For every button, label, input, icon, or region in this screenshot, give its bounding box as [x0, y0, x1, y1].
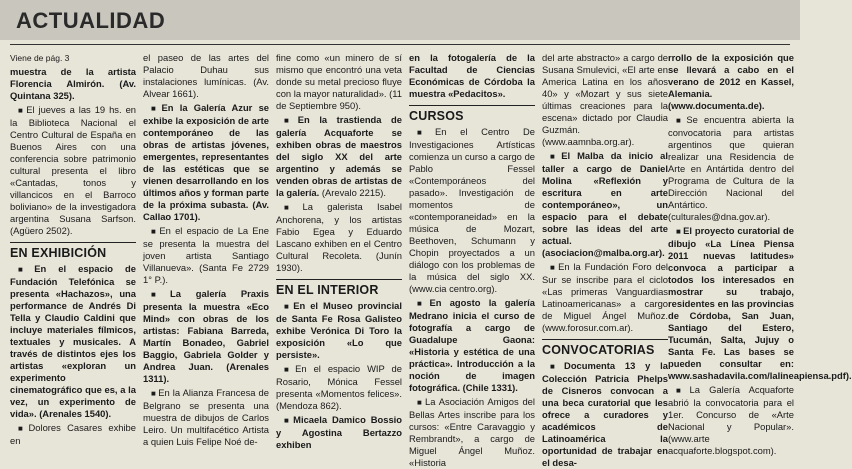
bullet-icon: ■ [550, 263, 557, 272]
bullet-icon: ■ [18, 424, 27, 433]
bullet-icon: ■ [417, 398, 424, 407]
c3-p4: ■ En el Museo provincial de Santa Fe Rosa Galisteo exhibe Verónica Di Toro la exposición «Lo que persiste». [276, 300, 402, 360]
c4-p1: en la fotogalería de la Facultad de Ciencias Económicas de Córdoba la muestra «Pedacitos». [409, 52, 535, 99]
c5-p4: ■ Documenta 13 y la Colección Patricia Phelps de Cisneros convocan a una beca curatorial que les ofrece a curadores y académicos de Latinoamérica la oportunidad de trabajar en el desa- [542, 360, 668, 468]
c5-p3: ■ En la Fundación Foro del Sur se inscribe para el ciclo «Las primeras Vanguardias Latinoamericanas» a cargo de Miguel Ángel Muñoz. (www.forosur.com.ar). [542, 261, 668, 333]
c2-p4: ■ La galería Praxis presenta la muestra «Eco Mind» con obras de los artistas: Fabiana Barreda, Martín Bonadeo, Gabriel Baggio, Gabriela Golder y Andrea Juan. (Arenales 1311). [143, 288, 270, 384]
bullet-icon: ■ [151, 389, 157, 398]
c4-p4: ■ La Asociación Amigos del Bellas Artes inscribe para los cursos: «Entre Caravaggio y Rembrandt», a cargo de Miguel Ángel Muñoz. «Historia [409, 396, 535, 468]
bullet-icon: ■ [18, 265, 33, 274]
bullet-icon: ■ [284, 365, 294, 374]
c6-p3: ■ El proyecto curatorial de dibujo «La Línea Piensa 2011 nuevas latitudes» convoca a participar a todos los interesados en mostrar su trabajo, residentes en las provincias de Córdoba, San Juan, Santiago del Estero, Tucumán, Salta, Jujuy o Santa Fe. Las bases se pueden consultar en: www.sashadavila.com/lalineapiensa.pdf). [668, 225, 852, 381]
c4-p3: ■ En agosto la galería Medrano inicia el curso de fotografía a cargo de Guadalupe Gaona: «Historia y estética de una práctica». Introducción a la noción de imagen fotográfica. (Chile 1331). [409, 297, 535, 393]
bullet-icon: ■ [417, 299, 428, 308]
c6-p1: rrollo de la exposición que se llevará a cabo en el verano de 2012 en Kassel, Alemania. (www.documenta.de). [668, 52, 794, 111]
bullet-icon: ■ [151, 227, 158, 236]
c2-p2: ■ En la Galería Azur se exhibe la exposición de arte contemporáneo de las obras de artistas jóvenes, emergentes, representantes de las estéticas que se vienen desarrollando en los últimos años y forman parte de la próxima subasta. (Av. Callao 1701). [143, 102, 269, 222]
column-2 [143, 52, 269, 452]
c4-p2: ■ En el Centro De Investigaciones Artísticas comienza un curso a cargo de Pablo Fessel «Contemporáneos del pasado». Investigación de momentos de «contemporaneidad» en la música de Mozart, Beethoven, Schumann y Chopin proyectados a un diálogo con los problemas de la música del siglo XX. (www.cia centro.org). [409, 126, 535, 294]
column-3 [276, 52, 402, 452]
c3-p3: ■ La galerista Isabel Anchorena, y los artistas Fabio Egea y Eduardo Lascano exhiben en el Centro Cultural Recoleta. (Junín 1930). [276, 201, 402, 273]
c5-p2: ■ El Malba da inicio al taller a cargo de Daniel Molina «Reflexión y escritura en arte contemporáneo», un espacio para el debate sobre las ideas del arte actual. (asociacion@malba.org.ar). [542, 150, 668, 258]
c2-p1: el paseo de las artes del Palacio Duhau sus instalaciones lumínicas. (Av. Alvear 1661). [143, 52, 269, 99]
column-1 [10, 52, 136, 452]
section-header [0, 0, 800, 40]
bullet-icon: ■ [550, 152, 560, 161]
bullet-icon: ■ [676, 386, 688, 395]
bullet-icon: ■ [284, 302, 292, 311]
heading-cursos: CURSOS [409, 105, 535, 123]
c1-p3: ■ En el espacio de Fundación Telefónica se presenta «Hachazos», una performance de Andrés Di Tella y Claudio Caldini que incluye materiales fílmicos, textuales y musicales. A través de distintos ejes los artistas «exploran un experimento cinematográfico que es, a la vez, un experimento de vida». (Arenales 1540). [10, 263, 136, 419]
bullet-icon: ■ [676, 116, 685, 125]
column-6 [668, 52, 852, 456]
c3-p5: ■ En el espacio WIP de Rosario, Mónica Fessel presenta «Momentos felices». (Mendoza 862). [276, 363, 402, 411]
continued-from: Viene de pág. 3 [10, 53, 70, 63]
c2-p5: ■ En la Alianza Francesa de Belgrano se presenta una muestra de dibujos de Carlos Leiro. Un multifacético Artista a quien Luis Felipe Noé de- [143, 387, 269, 447]
c2-p3: ■ En el espacio de La Ene se presenta la muestra del joven artista Santiago Villanueva». (Santa Fe 2729 1° P.). [143, 225, 269, 285]
bullet-icon: ■ [18, 106, 25, 115]
heading-interior: EN EL INTERIOR [276, 279, 402, 297]
c6-p4: ■ La Galería Acquaforte abrió la convocatoria para el 1er. Concurso de «Arte Nacional y Popular». (www.arte acquaforte.blogspot.com). [668, 384, 794, 456]
bullet-icon: ■ [151, 104, 160, 113]
c3-p1: fine como «un minero de sí mismo que encontró una veta donde su metal precioso fluye con la mayor naturalidad». (11 de Septiembre 950). [276, 52, 402, 111]
c3-p6: ■ Micaela Damico Bossio y Agostina Bertazzo exhiben [276, 414, 402, 450]
c1-p2: ■ El jueves a las 19 hs. en la Biblioteca Nacional el Centro Cultural de España en Buenos Aires con una conferencia sobre patrimonio cultural presenta el libro «Cantadas, tonos y villancicos en el Barroco boliviano» de la investigadora argentina Susana Sarfson. (Agüero 2502). [10, 104, 136, 236]
c1-p1: muestra de la artista Florencia Almirón. (Av. Quintana 325). [10, 66, 136, 101]
bullet-icon: ■ [417, 128, 433, 137]
bullet-icon: ■ [151, 290, 169, 299]
bullet-icon: ■ [550, 362, 563, 371]
section-title: ACTUALIDAD [16, 8, 166, 33]
heading-convocatorias: CONVOCATORIAS [542, 339, 668, 357]
bullet-icon: ■ [284, 416, 292, 425]
heading-exhibicion: EN EXHIBICIÓN [10, 242, 136, 260]
header-rule [10, 44, 790, 45]
c6-p2: ■ Se encuentra abierta la convocatoria para artistas argentinos que quieran realizar una Residencia de Arte en Antártida dentro del Programa de Cultura de la Dirección Nacional del Antártico. (culturales@dna.gov.ar). [668, 114, 794, 222]
bullet-icon: ■ [284, 203, 301, 212]
c5-p1: del arte abstracto» a cargo de Susana Smulevici, «El arte en America Latina en los años 40» y «Mozart y sus siete últimas creaciones para la escena» dictado por Claudia Guzmán. (www.aamnba.org.ar). [542, 52, 668, 147]
bullet-icon: ■ [676, 227, 682, 236]
column-4 [409, 52, 535, 468]
c1-p4: ■ Dolores Casares exhibe en [10, 422, 136, 446]
bullet-icon: ■ [284, 116, 296, 125]
c3-p2: ■ En la trastienda de galería Acquaforte se exhiben obras de maestros del siglo XX del arte argentino y además se venden obras de artistas de la galería. (Arevalo 2215). [276, 114, 402, 198]
column-5 [542, 52, 668, 468]
